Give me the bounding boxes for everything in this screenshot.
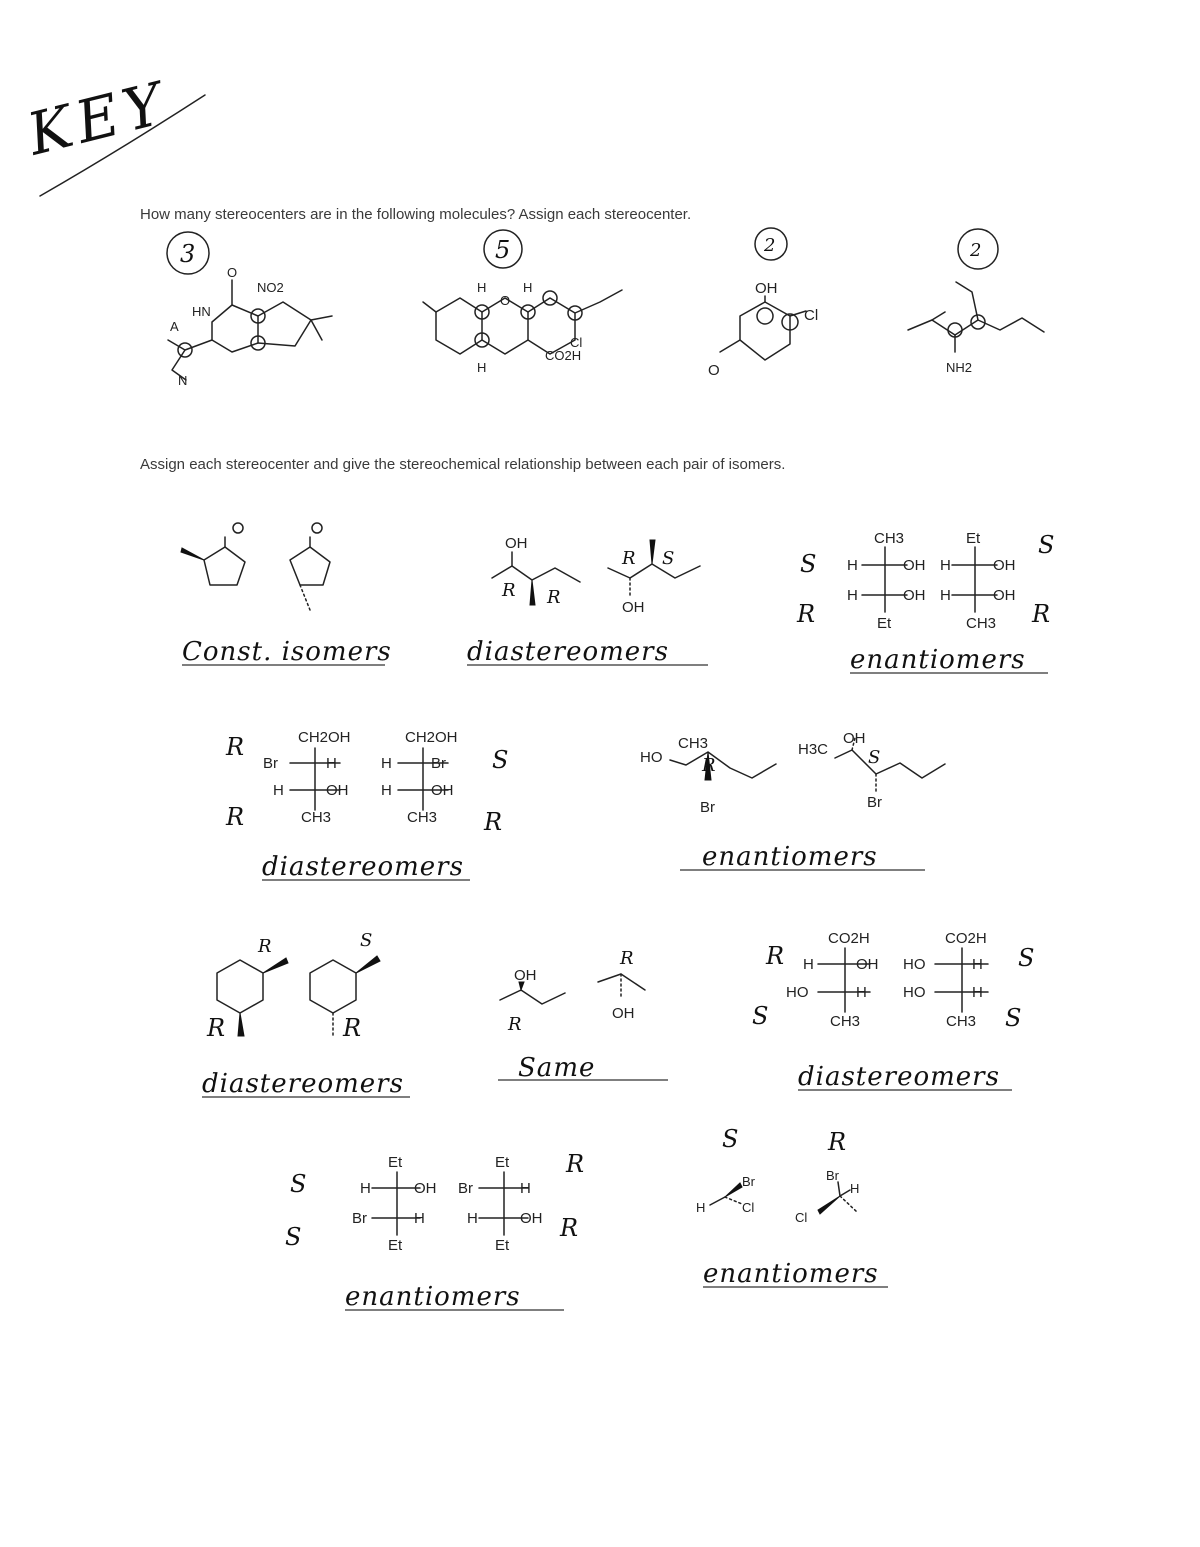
count-circle-3 <box>755 228 787 260</box>
mol1-label-a: A <box>170 319 179 334</box>
pair-6-mark-1: R <box>258 936 272 957</box>
pair-5-mark-2: S <box>868 747 881 768</box>
svg-text:Br: Br <box>352 1210 367 1227</box>
svg-text:OH: OH <box>520 1210 543 1227</box>
svg-text:H: H <box>273 782 284 799</box>
svg-text:Et: Et <box>388 1237 403 1254</box>
fischer-8a <box>786 930 879 1030</box>
svg-text:HO: HO <box>903 956 926 973</box>
pair-9-answer: enantiomers <box>345 1282 521 1312</box>
svg-text:Br: Br <box>431 755 446 772</box>
pair-10-label-h2: H <box>850 1181 860 1196</box>
pair-7-mark-1: R <box>508 1014 522 1035</box>
pair-1-answer: Const. isomers <box>182 637 392 667</box>
pair-10-answer: enantiomers <box>703 1259 879 1289</box>
pair-10-label-h1: H <box>696 1200 706 1215</box>
mol3-label-oh: OH <box>755 280 778 297</box>
mol2-label-h2: H <box>523 280 533 295</box>
svg-text:Br: Br <box>458 1180 473 1197</box>
pair-5-label-oh: OH <box>843 730 866 747</box>
svg-text:H: H <box>360 1180 371 1197</box>
svg-text:HO: HO <box>786 984 809 1001</box>
pair-5-label-ho: HO <box>640 749 663 766</box>
pair-7 <box>498 948 668 1083</box>
pair-2-label-oh1: OH <box>505 535 528 552</box>
svg-text:H: H <box>326 755 337 772</box>
svg-text:Et: Et <box>966 530 981 547</box>
pair-4-mark-1: R <box>226 733 245 761</box>
count-circle-1 <box>167 232 209 274</box>
pair-6 <box>202 930 410 1099</box>
key-mark <box>20 68 205 196</box>
pair-8-answer: diastereomers <box>798 1062 1000 1092</box>
count-circle-2 <box>484 230 522 268</box>
svg-text:H: H <box>381 755 392 772</box>
svg-text:H: H <box>972 956 983 973</box>
pair-9-mark-1: S <box>290 1170 307 1198</box>
svg-text:H: H <box>520 1180 531 1197</box>
pair-4 <box>225 729 508 882</box>
molecule-1 <box>168 265 332 388</box>
svg-text:OH: OH <box>431 782 454 799</box>
svg-text:H: H <box>856 984 867 1001</box>
pair-7-mark-2: R <box>620 948 634 969</box>
pair-4-mark-3: S <box>492 746 509 774</box>
pair-5-label-ch3: CH3 <box>678 735 709 752</box>
pair-2-mark-4: S <box>662 548 675 569</box>
key-text: KEY <box>20 68 176 169</box>
pair-4-answer: diastereomers <box>262 852 464 882</box>
fischer-3b <box>940 530 1016 632</box>
pair-6-mark-3: S <box>360 930 373 951</box>
pair-2-answer: diastereomers <box>467 637 669 667</box>
pair-2-mark-1: R <box>502 580 516 601</box>
pair-5-label-h3c: H3C <box>798 741 829 758</box>
pair-6-mark-2: R <box>207 1014 226 1042</box>
pair-5-mark-1: R <box>702 755 716 776</box>
svg-text:H: H <box>467 1210 478 1227</box>
svg-text:CH3: CH3 <box>407 809 438 826</box>
pair-7-label-oh1: OH <box>514 967 537 984</box>
pair-5-label-br1: Br <box>700 799 715 816</box>
svg-text:H: H <box>381 782 392 799</box>
pair-9-mark-4: R <box>560 1214 579 1242</box>
mol1-label-n: N <box>178 373 188 388</box>
count-2: 5 <box>495 236 511 264</box>
pair-6-answer: diastereomers <box>202 1069 404 1099</box>
svg-text:OH: OH <box>993 587 1016 604</box>
pair-1 <box>181 523 392 667</box>
pair-8-mark-1: R <box>766 942 785 970</box>
mol1-label-hn: HN <box>192 304 211 319</box>
svg-text:H: H <box>940 587 951 604</box>
pair-3-mark-3: S <box>1038 531 1055 559</box>
pair-10 <box>696 1125 888 1289</box>
count-circle-4 <box>958 229 998 269</box>
svg-text:H: H <box>803 956 814 973</box>
pair-2-mark-2: R <box>547 587 561 608</box>
svg-text:H: H <box>972 984 983 1001</box>
pair-2 <box>467 535 708 667</box>
svg-text:Et: Et <box>495 1154 510 1171</box>
svg-text:OH: OH <box>903 557 926 574</box>
svg-text:CH3: CH3 <box>301 809 332 826</box>
pair-5 <box>640 730 945 872</box>
fischer-4b <box>381 729 458 826</box>
pair-10-mark-2: R <box>828 1128 847 1156</box>
question-2-prompt: Assign each stereocenter and give the stereochemical relationship between each pair of isomers. <box>140 456 786 473</box>
molecule-2 <box>423 280 622 375</box>
pair-2-mark-3: R <box>622 548 636 569</box>
svg-text:CH2OH: CH2OH <box>405 729 458 746</box>
fischer-9b <box>458 1154 543 1254</box>
molecule-4 <box>908 282 1044 375</box>
mol2-label-co2h: CO2H <box>545 348 582 363</box>
pair-10-label-br2: Br <box>826 1168 839 1183</box>
svg-text:H: H <box>414 1210 425 1227</box>
svg-text:H: H <box>847 557 858 574</box>
mol3-label-o: O <box>708 362 720 379</box>
mol1-label-o: O <box>227 265 238 280</box>
svg-text:OH: OH <box>414 1180 437 1197</box>
pair-4-mark-2: R <box>226 803 245 831</box>
svg-text:OH: OH <box>993 557 1016 574</box>
svg-text:CH3: CH3 <box>946 1013 977 1030</box>
pair-7-answer: Same <box>518 1053 596 1083</box>
count-1: 3 <box>180 240 196 268</box>
pair-3-mark-1: S <box>800 550 817 578</box>
svg-text:CO2H: CO2H <box>945 930 987 947</box>
pair-3-answer: enantiomers <box>850 645 1026 675</box>
pair-10-label-cl2: Cl <box>795 1210 808 1225</box>
pair-3-mark-2: R <box>797 600 816 628</box>
svg-text:CH3: CH3 <box>874 530 905 547</box>
mol3-label-cl: Cl <box>804 307 819 324</box>
svg-text:OH: OH <box>856 956 879 973</box>
pair-10-label-cl1: Cl <box>742 1200 755 1215</box>
fischer-9a <box>352 1154 437 1254</box>
mol4-label-nh2: NH2 <box>946 360 973 375</box>
pair-9 <box>285 1150 584 1312</box>
pair-10-label-br1: Br <box>742 1174 755 1189</box>
svg-text:CH3: CH3 <box>830 1013 861 1030</box>
svg-text:Et: Et <box>495 1237 510 1254</box>
pair-9-mark-3: R <box>566 1150 585 1178</box>
pair-9-mark-2: S <box>285 1223 302 1251</box>
mol2-label-o: O <box>500 293 511 308</box>
svg-text:OH: OH <box>326 782 349 799</box>
svg-text:CH2OH: CH2OH <box>298 729 351 746</box>
pair-6-mark-4: R <box>343 1014 362 1042</box>
pair-4-mark-4: R <box>484 808 503 836</box>
pair-3-mark-4: R <box>1032 600 1051 628</box>
svg-text:HO: HO <box>903 984 926 1001</box>
pair-8 <box>752 930 1034 1092</box>
fischer-4a <box>263 729 351 826</box>
svg-text:Br: Br <box>263 755 278 772</box>
pair-2-label-oh2: OH <box>622 599 645 616</box>
pair-10-mark-1: S <box>722 1125 739 1153</box>
svg-text:OH: OH <box>903 587 926 604</box>
pair-8-mark-4: S <box>1005 1004 1022 1032</box>
count-4: 2 <box>970 240 982 261</box>
svg-text:Et: Et <box>388 1154 403 1171</box>
mol2-label-h1: H <box>477 280 487 295</box>
pair-5-label-br2: Br <box>867 794 882 811</box>
pair-7-label-oh2: OH <box>612 1005 635 1022</box>
molecule-3 <box>708 280 818 379</box>
pair-5-answer: enantiomers <box>702 842 878 872</box>
mol2-label-h3: H <box>477 360 487 375</box>
pair-8-mark-3: S <box>1018 944 1035 972</box>
svg-text:CH3: CH3 <box>966 615 997 632</box>
svg-text:H: H <box>940 557 951 574</box>
fischer-8b <box>903 930 988 1030</box>
pair-3 <box>796 530 1054 675</box>
question-1-prompt: How many stereocenters are in the following molecules? Assign each stereocenter. <box>140 206 692 223</box>
fischer-3a <box>847 530 926 632</box>
mol1-label-no2: NO2 <box>257 280 284 295</box>
count-3: 2 <box>764 235 776 256</box>
svg-text:H: H <box>847 587 858 604</box>
pair-8-mark-2: S <box>752 1002 769 1030</box>
svg-text:CO2H: CO2H <box>828 930 870 947</box>
mol2-label-cl: Cl <box>570 335 583 350</box>
svg-text:Et: Et <box>877 615 892 632</box>
